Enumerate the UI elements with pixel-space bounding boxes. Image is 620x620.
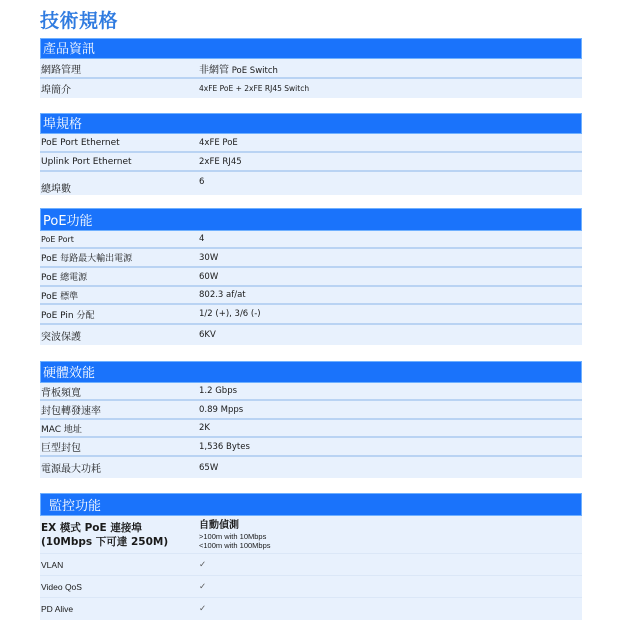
row-label: PoE Port (41, 234, 74, 244)
row-label: 電源最大功耗 (41, 464, 101, 475)
row-label-line2: (10Mbps 下可達 250M) (41, 535, 169, 548)
table-row (40, 59, 582, 79)
row-label-line1: EX 模式 PoE 連接埠 (41, 521, 142, 534)
row-value: 60W (199, 271, 219, 282)
section-header: 埠規格 (40, 113, 582, 134)
section-hardware-performance (40, 361, 582, 478)
table-row (40, 576, 582, 598)
row-label: PD Alive (41, 604, 74, 614)
table-row (40, 383, 582, 401)
table-row (40, 305, 582, 325)
row-value: 1/2 (+), 3/6 (-) (199, 309, 261, 319)
row-label: Video QoS (41, 581, 82, 592)
row-label: MAC 地址 (41, 424, 82, 435)
section-monitoring (40, 493, 582, 620)
row-value: 6KV (199, 330, 216, 340)
value-line-1: >100m with 10Mbps (199, 532, 267, 541)
row-value: 4xFE PoE (199, 137, 238, 148)
value-line-2: <100m with 100Mbps (199, 541, 271, 550)
table-row (40, 268, 582, 287)
row-label: 埠簡介 (41, 85, 71, 96)
row-label: 總埠數 (41, 184, 71, 195)
row-label: PoE Pin 分配 (41, 310, 95, 321)
row-label: 巨型封包 (41, 443, 81, 454)
row-label (40, 521, 199, 549)
row-value: 2K (199, 423, 210, 433)
row-value (199, 519, 582, 550)
row-value: 0.89 Mpps (199, 404, 244, 415)
row-label: PoE 總電源 (41, 273, 88, 283)
auto-detect-label: 自動偵測 (199, 520, 239, 531)
section-port-spec (40, 113, 582, 195)
row-label: PoE Port Ethernet (41, 137, 120, 148)
check-icon: ✓ (199, 604, 207, 614)
table-row-extended-mode (40, 516, 582, 554)
table-row (40, 172, 582, 195)
section-header: 硬體效能 (40, 361, 582, 383)
page-title: 技術規格 (40, 10, 119, 32)
table-row (40, 401, 582, 420)
table-row (40, 287, 582, 305)
table-row (40, 134, 582, 153)
table-row (40, 249, 582, 268)
row-label: 網路管理 (41, 64, 81, 76)
row-label: 封包轉發速率 (41, 406, 101, 417)
row-label: PoE 標準 (41, 291, 79, 302)
table-row (40, 598, 582, 620)
row-label: VLAN (41, 559, 64, 570)
check-icon: ✓ (199, 559, 207, 570)
row-value: 4 (199, 234, 205, 244)
table-row (40, 79, 582, 98)
row-value: 1,536 Bytes (199, 441, 250, 452)
table-row (40, 325, 582, 345)
row-value (199, 61, 582, 76)
row-label: PoE 每路最大輸出電源 (41, 254, 133, 264)
check-icon: ✓ (199, 581, 207, 592)
section-poe-function (40, 208, 582, 345)
row-value: 65W (199, 462, 219, 473)
row-value: 4xFE PoE + 2xFE RJ45 Switch (199, 84, 310, 93)
row-value-prefix: 非網管 (199, 64, 229, 76)
table-row (40, 231, 582, 249)
section-header: 產品資訊 (40, 38, 582, 59)
section-header: PoE功能 (40, 208, 582, 231)
row-label: 突波保護 (41, 331, 81, 343)
table-row (40, 457, 582, 478)
row-value-text: PoE Switch (231, 65, 278, 76)
table-row (40, 153, 582, 172)
row-value: 2xFE RJ45 (199, 156, 242, 167)
row-value: 1.2 Gbps (199, 386, 238, 396)
row-value: 30W (199, 252, 219, 263)
table-row (40, 420, 582, 438)
row-value: 6 (199, 177, 205, 187)
table-row (40, 438, 582, 457)
row-label: Uplink Port Ethernet (41, 156, 132, 167)
section-header: 監控功能 (40, 493, 582, 516)
section-product-info (40, 38, 582, 98)
table-row (40, 554, 582, 576)
row-value: 802.3 af/at (199, 290, 246, 300)
row-label: 背板頻寬 (41, 387, 81, 399)
